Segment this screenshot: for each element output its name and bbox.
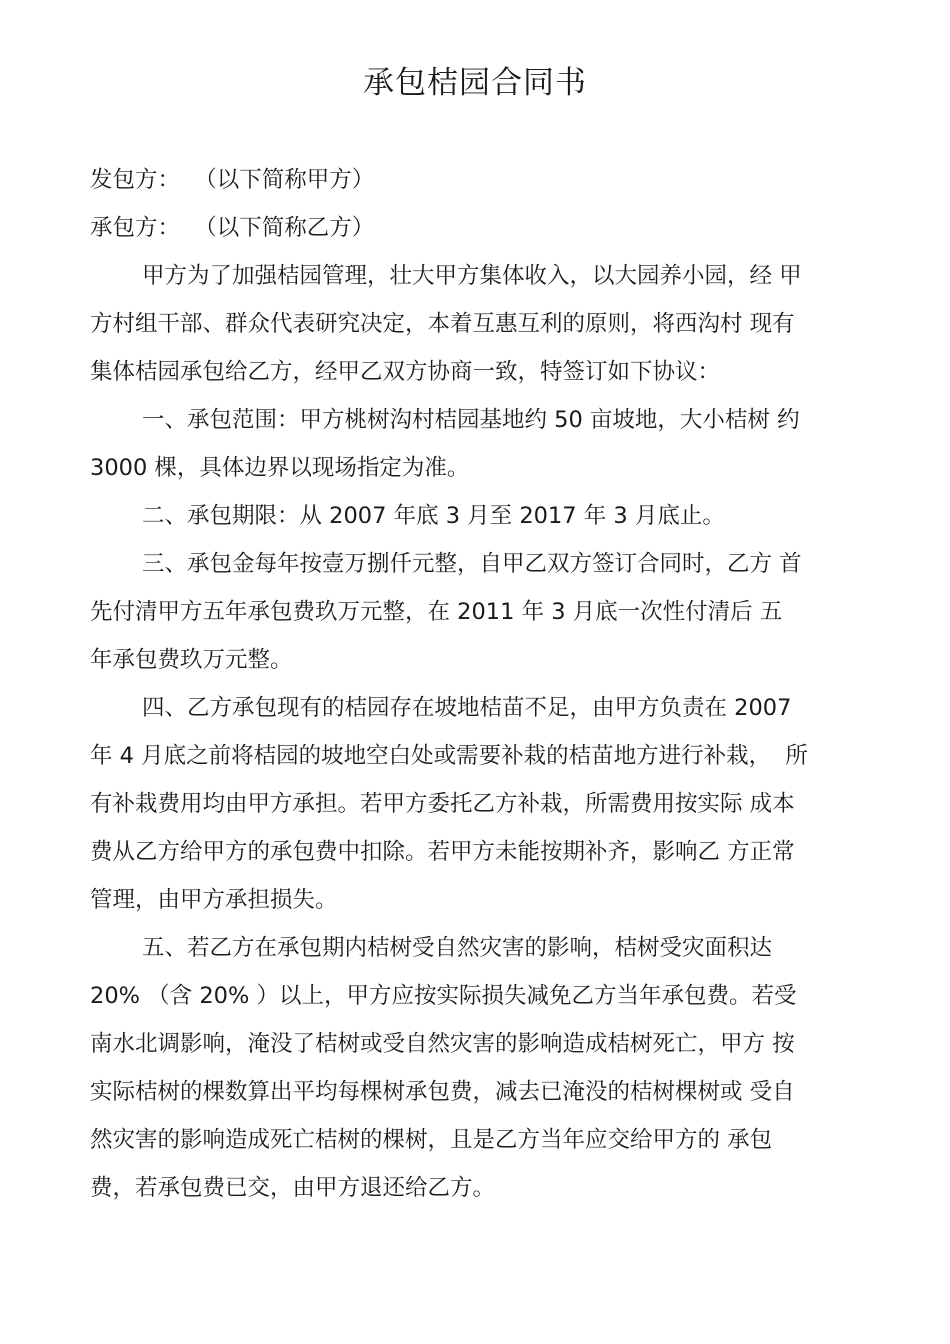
preamble-paragraph	[90, 252, 870, 396]
paragraph-line: 二、承包期限：从 2007 年底 3 月至 2017 年 3 月底止。	[142, 503, 725, 529]
paragraph-line: 集体桔园承包给乙方，经甲乙双方协商一致，特签订如下协议：	[90, 359, 721, 385]
paragraph-line: 五、若乙方在承包期内桔树受自然灾害的影响，桔树受灾面积达	[142, 935, 773, 961]
paragraph-line: 20% （含 20% ）以上，甲方应按实际损失减免乙方当年承包费。若受	[90, 983, 797, 1009]
clause-replanting	[90, 684, 870, 924]
clause-term	[90, 492, 870, 540]
clause-disaster	[90, 924, 870, 1212]
document-title: 承包桔园合同书	[363, 65, 587, 101]
clause-scope	[90, 396, 870, 492]
contractor-line: 承包方： （以下简称乙方）	[90, 215, 375, 241]
paragraph-line: 一、承包范围：甲方桃树沟村桔园基地约 50 亩坡地，大小桔树 约	[142, 407, 800, 433]
issuer-line: 发包方： （以下简称甲方）	[90, 167, 375, 193]
paragraph-line: 甲方为了加强桔园管理，壮大甲方集体收入，以大园养小园，经 甲	[142, 263, 802, 289]
paragraph-line: 3000 棵，具体边界以现场指定为准。	[90, 455, 470, 481]
paragraph-line: 实际桔树的棵数算出平均每棵树承包费，减去已淹没的桔树棵树或 受自	[90, 1079, 795, 1105]
paragraph-line: 费，若承包费已交，由甲方退还给乙方。	[90, 1175, 496, 1201]
paragraph-line: 年承包费玖万元整。	[90, 647, 293, 673]
paragraph-line: 费从乙方给甲方的承包费中扣除。若甲方未能按期补齐，影响乙 方正常	[90, 839, 795, 865]
paragraph-line: 年 4 月底之前将桔园的坡地空白处或需要补栽的桔苗地方进行补栽， 所	[90, 743, 808, 769]
clause-payment	[90, 540, 870, 684]
document-body	[90, 156, 870, 1212]
paragraph-line: 方村组干部、群众代表研究决定，本着互惠互利的原则，将西沟村 现有	[90, 311, 795, 337]
paragraph-line: 南水北调影响，淹没了桔树或受自然灾害的影响造成桔树死亡，甲方 按	[90, 1031, 795, 1057]
paragraph-line: 有补栽费用均由甲方承担。若甲方委托乙方补栽，所需费用按实际 成本	[90, 791, 795, 817]
paragraph-line: 四、乙方承包现有的桔园存在坡地桔苗不足，由甲方负责在 2007	[142, 695, 792, 721]
paragraph-line: 三、承包金每年按壹万捌仟元整，自甲乙双方签订合同时，乙方 首	[142, 551, 802, 577]
paragraph-line: 先付清甲方五年承包费玖万元整，在 2011 年 3 月底一次性付清后 五	[90, 599, 783, 625]
paragraph-line: 然灾害的影响造成死亡桔树的棵树，且是乙方当年应交给甲方的 承包	[90, 1127, 773, 1153]
paragraph-line: 管理，由甲方承担损失。	[90, 887, 338, 913]
